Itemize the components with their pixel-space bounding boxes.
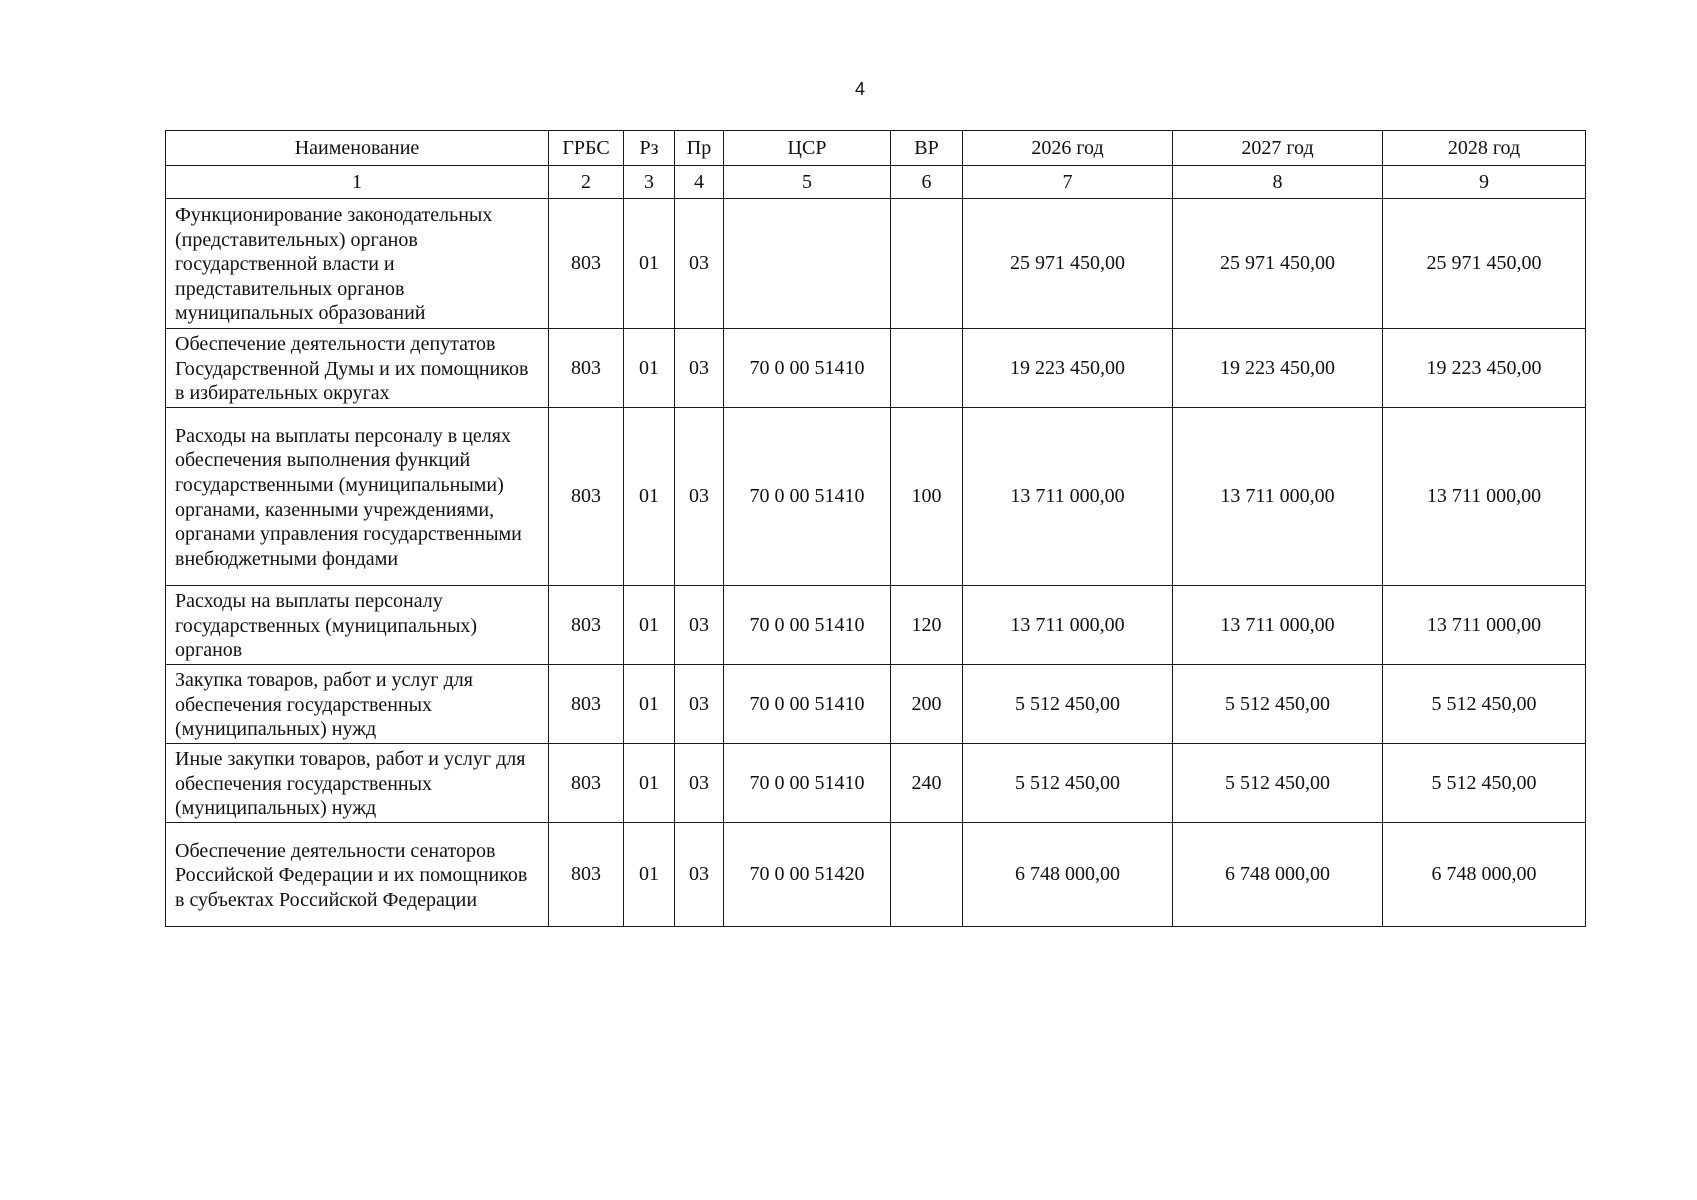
rz-cell: 01 [624, 199, 675, 329]
grbs-cell: 803 [549, 823, 624, 927]
column-header-rz: Рз [624, 131, 675, 166]
amount-2027-cell: 6 748 000,00 [1173, 823, 1383, 927]
column-header-2026: 2026 год [963, 131, 1173, 166]
amount-2028-cell: 19 223 450,00 [1383, 329, 1586, 408]
amount-2026-cell: 6 748 000,00 [963, 823, 1173, 927]
column-number: 4 [675, 166, 724, 199]
grbs-cell: 803 [549, 329, 624, 408]
csr-cell: 70 0 00 51410 [724, 329, 891, 408]
rz-cell: 01 [624, 823, 675, 927]
column-header-pr: Пр [675, 131, 724, 166]
column-header-2027: 2027 год [1173, 131, 1383, 166]
amount-2027-cell: 25 971 450,00 [1173, 199, 1383, 329]
column-header-grbs: ГРБС [549, 131, 624, 166]
budget-table [165, 130, 1586, 927]
column-number-row [166, 166, 1586, 199]
amount-2028-cell: 25 971 450,00 [1383, 199, 1586, 329]
amount-2028-cell: 5 512 450,00 [1383, 744, 1586, 823]
amount-2027-cell: 5 512 450,00 [1173, 665, 1383, 744]
column-number: 2 [549, 166, 624, 199]
table-row [166, 823, 1586, 927]
row-name-cell: Обеспечение деятельности депутатов Государственной Думы и их помощников в избирательных округах [166, 329, 549, 408]
amount-2027-cell: 5 512 450,00 [1173, 744, 1383, 823]
column-number: 5 [724, 166, 891, 199]
csr-cell: 70 0 00 51420 [724, 823, 891, 927]
amount-2027-cell: 19 223 450,00 [1173, 329, 1383, 408]
amount-2027-cell: 13 711 000,00 [1173, 408, 1383, 586]
vr-cell [891, 199, 963, 329]
vr-cell: 240 [891, 744, 963, 823]
vr-cell [891, 823, 963, 927]
csr-cell [724, 199, 891, 329]
csr-cell: 70 0 00 51410 [724, 408, 891, 586]
table-row [166, 199, 1586, 329]
amount-2028-cell: 13 711 000,00 [1383, 408, 1586, 586]
row-name-cell: Иные закупки товаров, работ и услуг для обеспечения государственных (муниципальных) нужд [166, 744, 549, 823]
grbs-cell: 803 [549, 586, 624, 665]
column-number: 1 [166, 166, 549, 199]
rz-cell: 01 [624, 744, 675, 823]
column-number: 9 [1383, 166, 1586, 199]
column-number: 8 [1173, 166, 1383, 199]
amount-2028-cell: 13 711 000,00 [1383, 586, 1586, 665]
csr-cell: 70 0 00 51410 [724, 586, 891, 665]
pr-cell: 03 [675, 586, 724, 665]
page-number: 4 [854, 79, 865, 99]
column-number: 3 [624, 166, 675, 199]
amount-2028-cell: 5 512 450,00 [1383, 665, 1586, 744]
grbs-cell: 803 [549, 744, 624, 823]
vr-cell: 100 [891, 408, 963, 586]
amount-2027-cell: 13 711 000,00 [1173, 586, 1383, 665]
amount-2028-cell: 6 748 000,00 [1383, 823, 1586, 927]
table-row [166, 586, 1586, 665]
vr-cell: 120 [891, 586, 963, 665]
grbs-cell: 803 [549, 199, 624, 329]
vr-cell [891, 329, 963, 408]
rz-cell: 01 [624, 329, 675, 408]
row-name-cell: Расходы на выплаты персоналу государственных (муниципальных) органов [166, 586, 549, 665]
grbs-cell: 803 [549, 665, 624, 744]
column-header-name: Наименование [166, 131, 549, 166]
grbs-cell: 803 [549, 408, 624, 586]
column-number: 7 [963, 166, 1173, 199]
csr-cell: 70 0 00 51410 [724, 665, 891, 744]
column-number: 6 [891, 166, 963, 199]
table-row [166, 744, 1586, 823]
pr-cell: 03 [675, 744, 724, 823]
amount-2026-cell: 5 512 450,00 [963, 744, 1173, 823]
row-name-cell: Закупка товаров, работ и услуг для обеспечения государственных (муниципальных) нужд [166, 665, 549, 744]
amount-2026-cell: 5 512 450,00 [963, 665, 1173, 744]
rz-cell: 01 [624, 586, 675, 665]
table-header-row [166, 131, 1586, 166]
column-header-2028: 2028 год [1383, 131, 1586, 166]
amount-2026-cell: 13 711 000,00 [963, 586, 1173, 665]
column-header-csr: ЦСР [724, 131, 891, 166]
row-name-cell: Расходы на выплаты персоналу в целях обеспечения выполнения функций государственными (муниципальными) органами, казенными учреждениями, органами управления государственными внебюджетными фондами [166, 408, 549, 586]
table-row [166, 408, 1586, 586]
rz-cell: 01 [624, 408, 675, 586]
csr-cell: 70 0 00 51410 [724, 744, 891, 823]
row-name-cell: Функционирование законодательных (представительных) органов государственной власти и представительных органов муниципальных образований [166, 199, 549, 329]
pr-cell: 03 [675, 199, 724, 329]
pr-cell: 03 [675, 329, 724, 408]
table-row [166, 329, 1586, 408]
amount-2026-cell: 13 711 000,00 [963, 408, 1173, 586]
amount-2026-cell: 19 223 450,00 [963, 329, 1173, 408]
pr-cell: 03 [675, 665, 724, 744]
rz-cell: 01 [624, 665, 675, 744]
row-name-cell: Обеспечение деятельности сенаторов Российской Федерации и их помощников в субъектах Российской Федерации [166, 823, 549, 927]
vr-cell: 200 [891, 665, 963, 744]
table-row [166, 665, 1586, 744]
pr-cell: 03 [675, 408, 724, 586]
column-header-vr: ВР [891, 131, 963, 166]
amount-2026-cell: 25 971 450,00 [963, 199, 1173, 329]
pr-cell: 03 [675, 823, 724, 927]
